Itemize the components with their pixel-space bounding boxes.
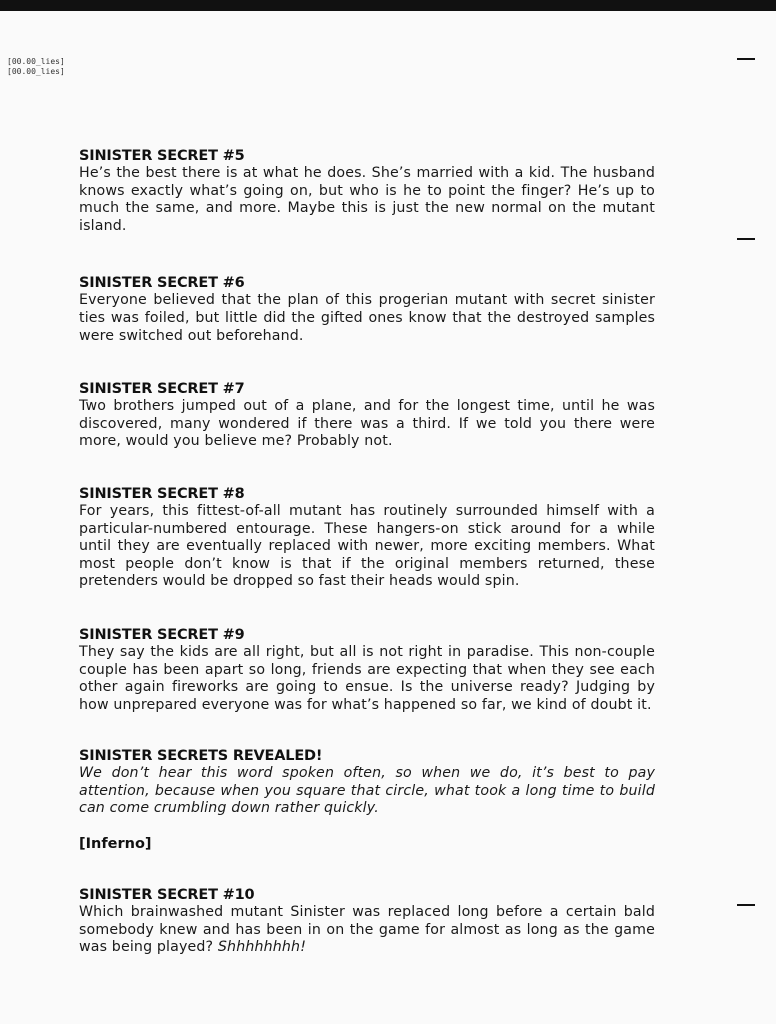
revealed-title: SINISTER SECRETS REVEALED!: [79, 748, 323, 765]
secret-title: SINISTER SECRET #10: [79, 887, 255, 904]
secret-title: SINISTER SECRET #6: [79, 275, 245, 292]
revealed-tag: [Inferno]: [79, 836, 152, 853]
margin-tick-mark: [737, 58, 755, 60]
secret-body: They say the kids are all right, but all is not right in paradise. This non-couple couple has been apart so long, friends are expecting that when they see each other again fireworks are going to ensue. Is the universe ready? Judging by how unprepared everyone was for what’s happened so far, we kind of doubt it.: [79, 643, 655, 713]
secret-entry: [79, 275, 655, 345]
secret-title: SINISTER SECRET #5: [79, 148, 245, 164]
secret-entry: [79, 148, 655, 235]
secret-entry: [79, 486, 655, 591]
secret-title: SINISTER SECRET #7: [79, 381, 245, 398]
secret-body: For years, this fittest-of-all mutant has routinely surrounded himself with a particular-numbered entourage. These hangers-on stick around for a while until they are eventually replaced with newer, more exciting members. What most people don’t know is that if the original members returned, these pretenders would be dropped so fast their heads would spin.: [79, 502, 655, 590]
secret-body: [79, 904, 655, 957]
secret-entry: [79, 887, 655, 957]
secret-body: He’s the best there is at what he does. She’s married with a kid. The husband knows exactly what’s going on, but who is he to point the finger? He’s up to much the same, and more. Maybe this is just the new normal on the mutant island.: [79, 165, 655, 234]
article-content: [79, 148, 655, 991]
margin-tick-mark: [737, 238, 755, 240]
secrets-revealed-section: [79, 748, 655, 853]
header-code-line: [00.00_lies]: [7, 57, 65, 66]
secret-body-text: Which brainwashed mutant Sinister was replaced long before a certain bald somebody knew and has been in on the game for almost as long as the game was being played?: [79, 904, 655, 956]
header-code-line: [00.00_lies]: [7, 67, 65, 76]
secret-title: SINISTER SECRET #8: [79, 485, 245, 502]
secret-entry: [79, 381, 655, 451]
top-black-bar: [0, 0, 776, 11]
margin-tick-mark: [737, 904, 755, 906]
secret-body: Everyone believed that the plan of this progerian mutant with secret sinister ties was foiled, but little did the gifted ones know that the destroyed samples were switched out beforehand.: [79, 292, 655, 344]
revealed-body: We don’t hear this word spoken often, so when we do, it’s best to pay attention, because when you square that circle, what took a long time to build can come crumbling down rather quickly.: [79, 765, 655, 817]
secret-title: SINISTER SECRET #9: [79, 626, 245, 643]
secret-body: Two brothers jumped out of a plane, and for the longest time, until he was discovered, many wondered if there was a third. If we told you there were more, would you believe me? Probably not.: [79, 398, 655, 450]
secret-body-italic-end: Shhhhhhhh!: [217, 939, 307, 956]
secret-entry: [79, 627, 655, 714]
header-code-block: [7, 57, 65, 77]
